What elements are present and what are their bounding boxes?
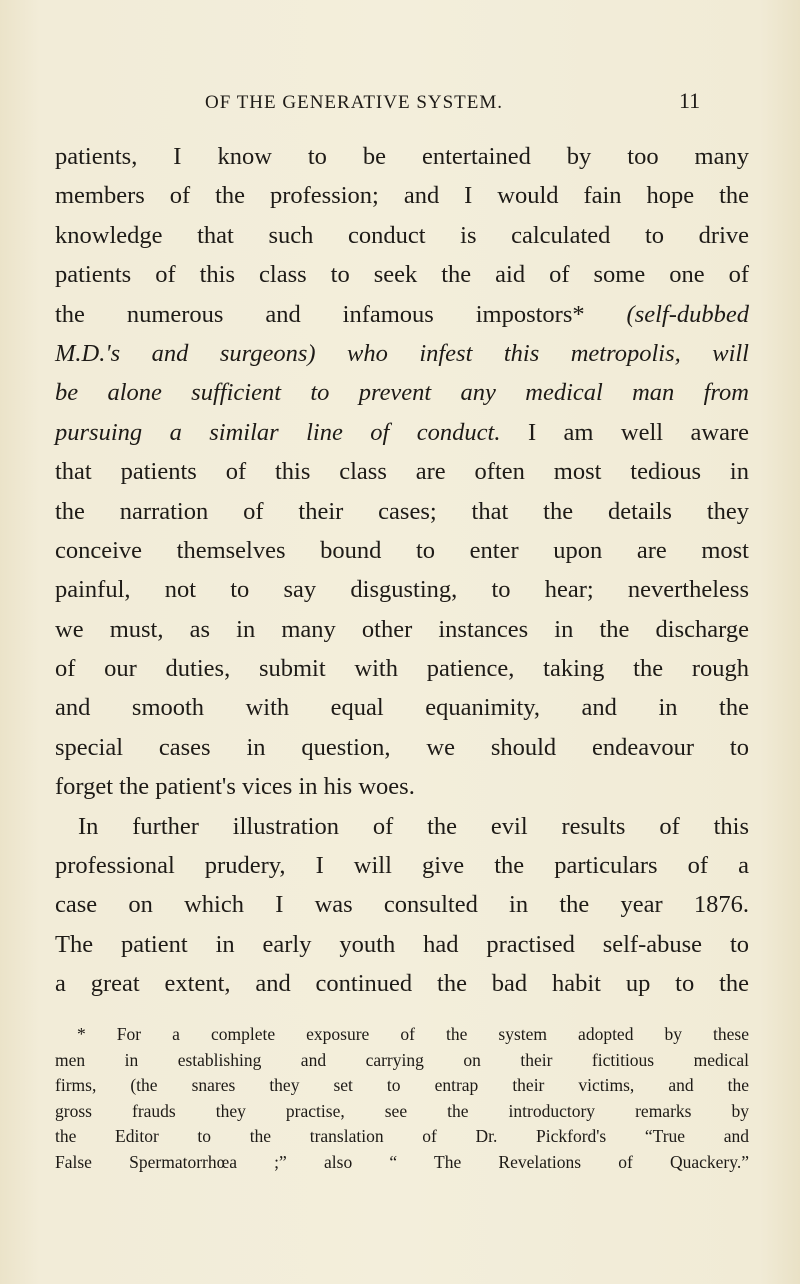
body-line: patients, I know to be entertained by too many <box>55 143 749 170</box>
body-line: forget the patient's vices in his woes. <box>55 773 415 801</box>
body-line: of our duties, submit with patience, taking the rough <box>55 655 749 683</box>
body-line: we must, as in many other instances in the discharge <box>55 615 749 643</box>
body-line: members of the profession; and I would fain hope the <box>55 182 749 210</box>
footnote-line: men in establishing and carrying on their fictitious medical <box>55 1049 749 1070</box>
body-line: conceive themselves bound to enter upon are most <box>55 536 749 564</box>
body-line-italic: (self-dubbed <box>626 300 749 328</box>
body-line-roman: the numerous and infamous impostors* <box>55 300 585 328</box>
body-line: In further illustration of the evil results of this <box>78 812 749 840</box>
body-line: case on which I was consulted in the year 1876. <box>55 891 749 919</box>
running-head: OF THE GENERATIVE SYSTEM. <box>205 92 504 113</box>
footnote <box>55 1022 749 1175</box>
body-line-italic: pursuing a similar line of conduct. <box>55 418 501 446</box>
body-line: patients of this class to seek the aid of some one of <box>55 261 749 289</box>
footnote-line: False Spermatorrhœa ;” also “ The Revelations of Quackery.” <box>55 1151 749 1172</box>
body-line: and smooth with equal equanimity, and in the <box>55 694 749 722</box>
body-line: that patients of this class are often most tedious in <box>55 458 749 486</box>
page-number: 11 <box>679 88 701 113</box>
body-line: painful, not to say disgusting, to hear; nevertheless <box>55 576 749 604</box>
body-line: be alone sufficient to prevent any medical man from <box>55 379 749 407</box>
body-line: professional prudery, I will give the particulars of a <box>55 852 749 880</box>
body-line <box>55 295 749 334</box>
body-line: the narration of their cases; that the details they <box>55 497 749 525</box>
body-line: knowledge that such conduct is calculated to drive <box>55 221 749 249</box>
footnote-line: the Editor to the translation of Dr. Pickford's “True and <box>55 1126 749 1146</box>
body-line-roman: I am well aware <box>527 418 750 446</box>
body-line: special cases in question, we should endeavour to <box>55 733 749 761</box>
footnote-line: gross frauds they practise, see the introductory remarks by <box>55 1100 749 1121</box>
body-line: a great extent, and continued the bad habit up to the <box>55 970 749 998</box>
body-line <box>55 413 749 452</box>
footnote-line: * For a complete exposure of the system adopted by these <box>77 1024 749 1044</box>
footnote-line: firms, (the snares they set to entrap their victims, and the <box>55 1075 749 1095</box>
body-line: The patient in early youth had practised self-abuse to <box>55 930 749 958</box>
body-line: M.D.'s and surgeons) who infest this metropolis, will <box>55 339 749 367</box>
body-text <box>55 137 749 1004</box>
